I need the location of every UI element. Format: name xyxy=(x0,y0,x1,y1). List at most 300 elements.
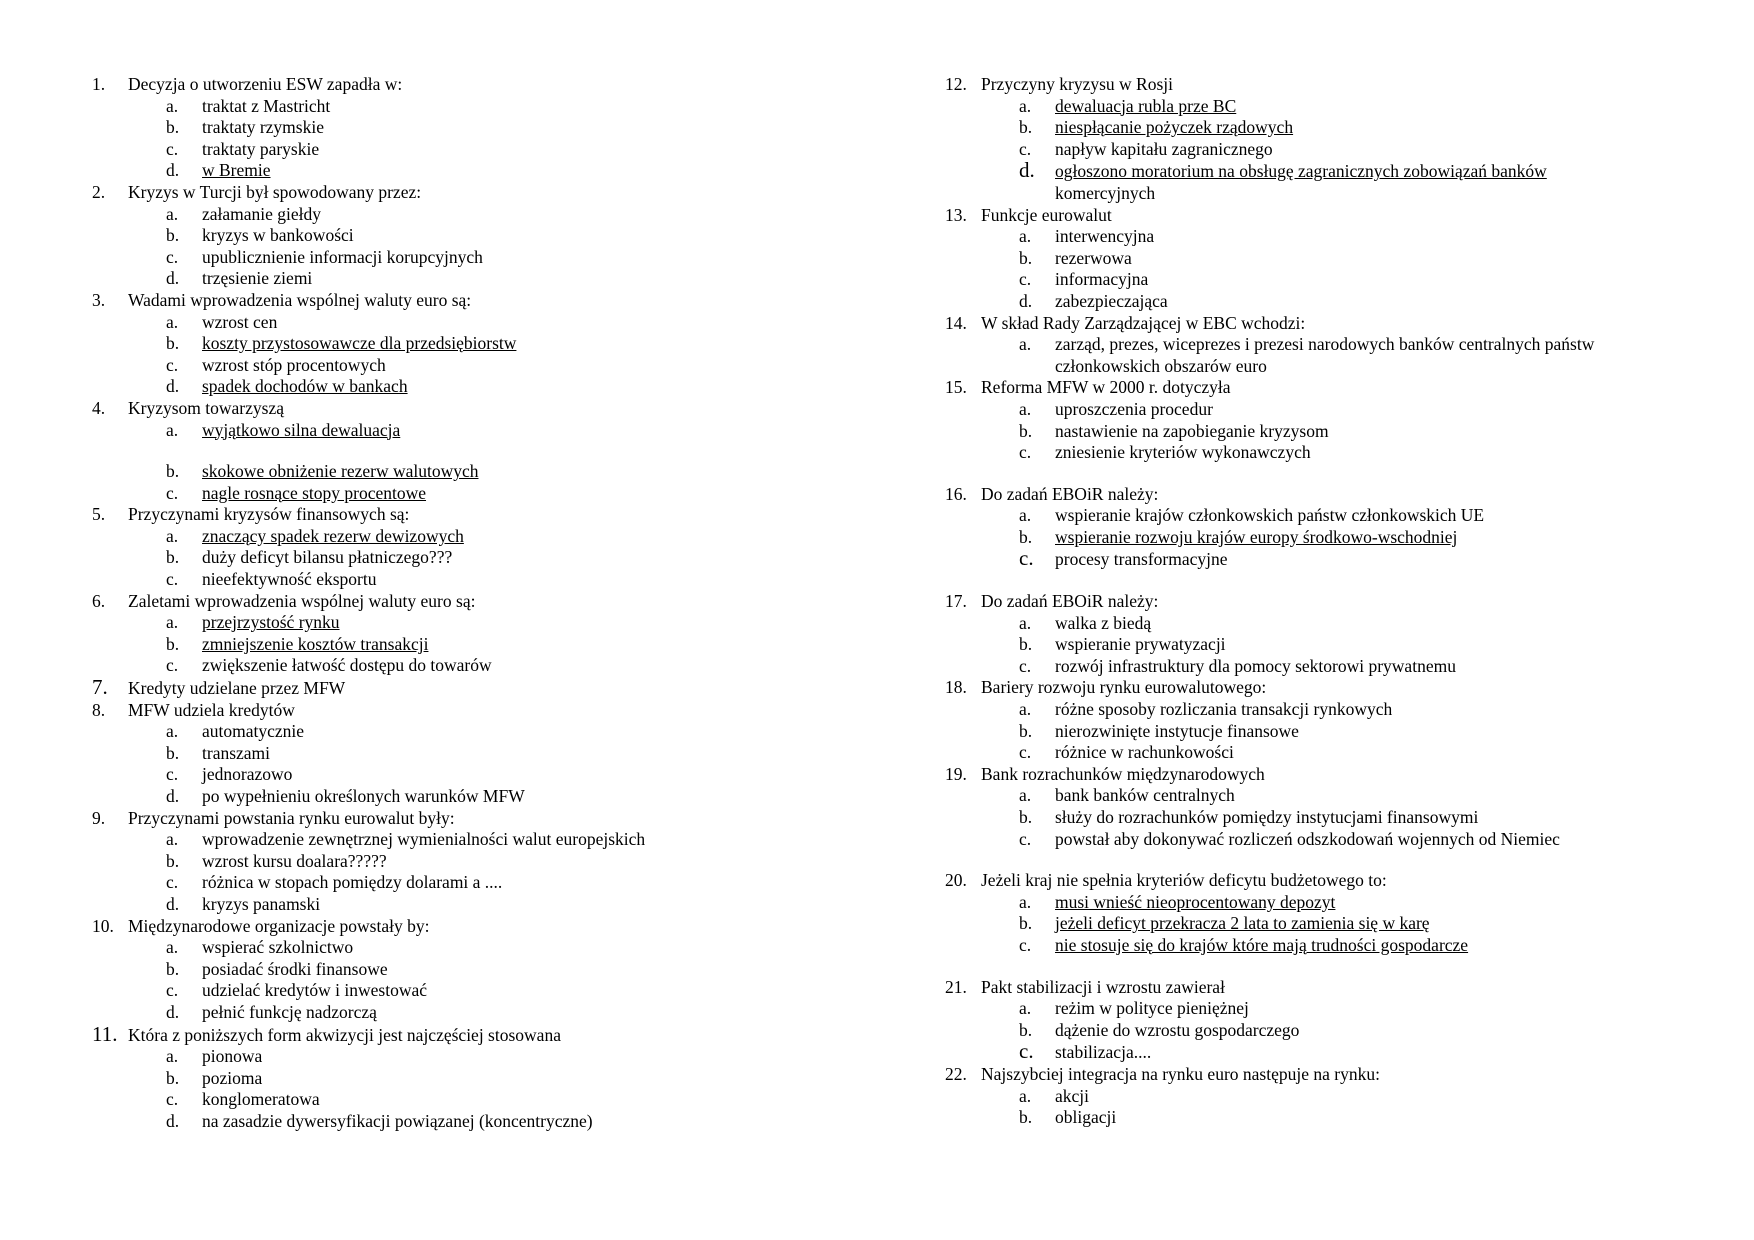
option-letter: b. xyxy=(1019,526,1033,547)
question-row xyxy=(945,377,1735,399)
option-letter: b. xyxy=(1019,634,1033,655)
option-text-main: nieefektywność eksportu xyxy=(202,569,377,590)
answer-option xyxy=(945,139,1735,161)
option-letter: a. xyxy=(1019,226,1032,247)
option-text xyxy=(1055,721,1735,743)
question-row xyxy=(92,808,882,830)
question-item xyxy=(92,700,882,808)
answer-option xyxy=(92,569,882,591)
option-text-main: traktaty paryskie xyxy=(202,138,320,159)
question-row xyxy=(945,591,1735,613)
option-text-marked-correct: jeżeli deficyt przekracza 2 lata to zamienia się w karę xyxy=(1055,913,1430,934)
option-letter: c. xyxy=(1019,742,1032,763)
option-text xyxy=(1055,139,1735,161)
question-number: 2. xyxy=(92,181,106,202)
answer-option xyxy=(945,160,1735,204)
option-text xyxy=(202,959,882,981)
option-text-main: traktaty rzymskie xyxy=(202,117,324,138)
question-item xyxy=(945,484,1735,571)
question-item xyxy=(945,313,1735,378)
option-letter: b. xyxy=(1019,1107,1033,1128)
option-text xyxy=(202,139,882,161)
question-item xyxy=(92,591,882,677)
option-text xyxy=(202,96,882,118)
question-item xyxy=(945,977,1735,1064)
option-letter: a. xyxy=(166,203,179,224)
option-text-main: załamanie giełdy xyxy=(202,203,322,224)
option-text xyxy=(202,786,882,808)
option-text-main: konglomeratowa xyxy=(202,1089,320,1110)
option-text-main: rozwój infrastruktury dla pomocy sektorowi prywatnemu xyxy=(1055,655,1456,676)
question-row xyxy=(945,977,1735,999)
answer-option xyxy=(945,505,1735,527)
option-text xyxy=(202,1068,882,1090)
option-text xyxy=(1055,442,1735,464)
left-column xyxy=(92,74,882,1133)
question-text: Do zadań EBOiR należy: xyxy=(981,591,1159,612)
answer-option xyxy=(945,785,1735,807)
option-text-main: wspierać szkolnictwo xyxy=(202,937,354,958)
option-text-marked-correct: dewaluacja rubla prze BC xyxy=(1055,95,1237,116)
option-letter: b. xyxy=(1019,420,1033,441)
option-text-marked-correct: nie stosuje się do krajów które mają trudności gospodarcze xyxy=(1055,934,1469,955)
answer-option xyxy=(92,420,882,442)
question-row xyxy=(945,205,1735,227)
question-text: Kryzysom towarzyszą xyxy=(128,397,284,418)
question-item xyxy=(92,398,882,504)
option-letter: a. xyxy=(166,1046,179,1067)
option-letter: b. xyxy=(166,225,180,246)
answer-option xyxy=(945,527,1735,549)
question-number: 8. xyxy=(92,699,106,720)
question-item xyxy=(92,916,882,1024)
option-letter: c. xyxy=(166,1089,179,1110)
answer-option xyxy=(945,399,1735,421)
answer-option xyxy=(945,269,1735,291)
question-row xyxy=(92,916,882,938)
option-text xyxy=(1055,656,1735,678)
answer-option xyxy=(92,117,882,139)
option-letter: c. xyxy=(1019,934,1032,955)
option-text-main: po wypełnieniu określonych warunków MFW xyxy=(202,786,525,806)
option-letter: b. xyxy=(166,547,180,568)
answer-option xyxy=(945,1020,1735,1042)
option-letter: a. xyxy=(1019,1085,1032,1106)
option-text-main: interwencyjna xyxy=(1055,226,1155,247)
option-text-main: zabezpieczająca xyxy=(1055,290,1168,311)
question-number: 12. xyxy=(945,74,967,94)
option-letter: b. xyxy=(166,1067,180,1088)
option-text xyxy=(1055,1086,1735,1108)
option-text-main: wprowadzenie zewnętrznej wymienialności walut europejskich xyxy=(202,829,646,850)
option-text xyxy=(1055,161,1735,204)
spacer xyxy=(945,464,1735,484)
option-text-main: duży deficyt bilansu płatniczego??? xyxy=(202,547,453,568)
question-row xyxy=(945,484,1735,506)
answer-option xyxy=(945,248,1735,270)
answer-option xyxy=(92,721,882,743)
option-letter: c. xyxy=(166,569,179,590)
question-text: Najszybciej integracja na rynku euro następuje na rynku: xyxy=(981,1063,1380,1084)
option-text xyxy=(1055,291,1735,313)
question-item xyxy=(92,290,882,398)
option-text xyxy=(202,547,882,569)
option-text-main: pionowa xyxy=(202,1046,263,1067)
question-item xyxy=(92,808,882,916)
question-number: 18. xyxy=(945,677,967,698)
option-text xyxy=(1055,1107,1735,1129)
option-text xyxy=(202,937,882,959)
option-text xyxy=(202,526,882,548)
option-text xyxy=(202,721,882,743)
answer-option xyxy=(92,204,882,226)
option-text xyxy=(1055,935,1735,957)
answer-option xyxy=(92,634,882,656)
question-number: 13. xyxy=(945,204,967,225)
question-text: Bank rozrachunków międzynarodowych xyxy=(981,763,1265,784)
question-row xyxy=(92,591,882,613)
answer-option xyxy=(945,421,1735,443)
option-letter: c. xyxy=(166,354,179,375)
option-letter: c. xyxy=(1019,828,1032,849)
answer-option xyxy=(945,829,1735,851)
option-letter: b. xyxy=(1019,247,1033,268)
question-text: W skład Rady Zarządzającej w EBC wchodzi: xyxy=(981,312,1306,333)
option-text xyxy=(202,1089,882,1111)
question-row xyxy=(945,870,1735,892)
option-text xyxy=(202,376,882,398)
question-text: Bariery rozwoju rynku eurowalutowego: xyxy=(981,677,1267,698)
question-row xyxy=(92,677,882,700)
option-text xyxy=(1055,1020,1735,1042)
question-row xyxy=(92,700,882,722)
option-letter: d. xyxy=(166,786,180,806)
question-number: 17. xyxy=(945,591,967,612)
option-text xyxy=(202,612,882,634)
answer-option xyxy=(945,1041,1735,1064)
option-text xyxy=(202,247,882,269)
option-text xyxy=(1055,613,1735,635)
option-text-main: walka z biedą xyxy=(1055,612,1152,633)
question-item xyxy=(92,1021,882,1133)
answer-option xyxy=(92,829,882,851)
answer-option xyxy=(945,1107,1735,1129)
option-text xyxy=(1055,96,1735,118)
question-number: 22. xyxy=(945,1063,967,1084)
question-text: Kryzys w Turcji był spowodowany przez: xyxy=(128,181,422,202)
answer-option xyxy=(945,1086,1735,1108)
option-text xyxy=(202,333,882,355)
answer-option xyxy=(92,355,882,377)
answer-option xyxy=(945,634,1735,656)
question-item xyxy=(92,182,882,290)
option-text xyxy=(202,160,882,182)
option-text-main: upublicznienie informacji korupcyjnych xyxy=(202,246,483,267)
answer-option xyxy=(945,96,1735,118)
answer-option xyxy=(92,894,882,916)
option-text xyxy=(1055,334,1735,377)
answer-option xyxy=(92,764,882,786)
answer-option xyxy=(945,998,1735,1020)
question-row xyxy=(92,182,882,204)
option-letter: c. xyxy=(166,980,179,1001)
option-text-main: informacyjna xyxy=(1055,269,1149,290)
option-text-main: trzęsienie ziemi xyxy=(202,268,313,289)
option-text-main: automatycznie xyxy=(202,721,305,742)
option-text-main: dążenie do wzrostu gospodarczego xyxy=(1055,1019,1300,1040)
option-text-main: zwiększenie łatwość dostępu do towarów xyxy=(202,655,492,676)
option-text-main: kryzys panamski xyxy=(202,893,321,914)
option-text xyxy=(202,355,882,377)
answer-option xyxy=(92,1068,882,1090)
answer-option xyxy=(92,526,882,548)
option-letter: b. xyxy=(166,850,180,871)
option-letter: a. xyxy=(1019,612,1032,633)
question-number: 19. xyxy=(945,763,967,784)
answer-option xyxy=(945,892,1735,914)
option-text xyxy=(202,764,882,786)
question-text: Funkcje eurowalut xyxy=(981,204,1112,225)
option-letter: b. xyxy=(166,461,180,482)
option-letter: c. xyxy=(166,138,179,159)
option-text-main: udzielać kredytów i inwestować xyxy=(202,980,427,1001)
answer-option xyxy=(945,721,1735,743)
answer-option xyxy=(945,291,1735,313)
question-number: 16. xyxy=(945,483,967,504)
option-letter: b. xyxy=(166,333,180,354)
option-letter: c. xyxy=(166,246,179,267)
option-text-main: nierozwinięte instytucje finansowe xyxy=(1055,720,1299,741)
option-text xyxy=(202,1002,882,1024)
question-number: 6. xyxy=(92,590,106,611)
option-text xyxy=(202,1111,882,1133)
option-text xyxy=(202,829,882,851)
option-text-main: napływ kapitału zagranicznego xyxy=(1055,138,1273,159)
option-letter: c. xyxy=(1019,269,1032,290)
option-letter: c. xyxy=(1019,138,1032,159)
option-text xyxy=(1055,269,1735,291)
option-text-main: zniesienie kryteriów wykonawczych xyxy=(1055,442,1311,463)
option-letter: b. xyxy=(1019,720,1033,741)
question-text: Wadami wprowadzenia wspólnej waluty euro są: xyxy=(128,289,472,310)
option-text xyxy=(202,851,882,873)
question-row xyxy=(92,504,882,526)
question-item xyxy=(945,1064,1735,1129)
option-letter: a. xyxy=(166,829,179,850)
question-number: 9. xyxy=(92,807,106,828)
question-item xyxy=(945,764,1735,850)
question-item xyxy=(945,870,1735,956)
option-letter: c. xyxy=(166,872,179,893)
option-letter: a. xyxy=(1019,998,1032,1019)
question-number: 14. xyxy=(945,312,967,333)
option-text-marked-correct: w Bremie xyxy=(202,160,271,181)
option-letter: b. xyxy=(166,958,180,979)
question-text: Decyzja o utworzeniu ESW zapadła w: xyxy=(128,74,403,94)
question-text: Międzynarodowe organizacje powstały by: xyxy=(128,915,430,936)
option-text xyxy=(202,569,882,591)
question-number: 15. xyxy=(945,377,967,398)
answer-option xyxy=(945,117,1735,139)
option-text-marked-correct: nagle rosnące stopy procentowe xyxy=(202,482,427,503)
answer-option xyxy=(945,807,1735,829)
option-text-marked-correct: przejrzystość rynku xyxy=(202,612,340,633)
answer-option xyxy=(92,225,882,247)
option-letter: d. xyxy=(1019,290,1033,311)
question-number: 20. xyxy=(945,870,967,891)
option-letter: a. xyxy=(166,525,179,546)
answer-option xyxy=(92,655,882,677)
question-text: Przyczynami powstania rynku eurowalut były: xyxy=(128,807,455,828)
option-letter: c. xyxy=(166,482,179,503)
answer-option xyxy=(92,333,882,355)
option-letter: c. xyxy=(166,655,179,676)
option-text xyxy=(1055,505,1735,527)
answer-option xyxy=(945,913,1735,935)
question-text: Kredyty udzielane przez MFW xyxy=(128,678,346,699)
answer-option xyxy=(92,1046,882,1068)
option-text-main: wspieranie prywatyzacji xyxy=(1055,634,1226,655)
option-letter: d. xyxy=(166,376,180,397)
option-text-main: wzrost cen xyxy=(202,311,278,332)
option-text-main: bank banków centralnych xyxy=(1055,785,1235,806)
question-number: 11. xyxy=(92,1021,118,1046)
question-text: Która z poniższych form akwizycji jest najczęściej stosowana xyxy=(128,1024,561,1045)
option-text xyxy=(202,268,882,290)
option-text xyxy=(202,461,882,483)
answer-option xyxy=(945,334,1735,377)
option-text-main: reżim w polityce pieniężnej xyxy=(1055,998,1249,1019)
option-letter: a. xyxy=(1019,699,1032,720)
option-letter: b. xyxy=(1019,807,1033,827)
option-text-marked-correct: spadek dochodów w bankach xyxy=(202,376,408,397)
option-text xyxy=(1055,807,1735,829)
option-text xyxy=(1055,785,1735,807)
option-text-marked-correct: znaczący spadek rezerw dewizowych xyxy=(202,525,464,546)
spacer xyxy=(92,441,882,461)
option-text xyxy=(202,980,882,1002)
option-letter: b. xyxy=(166,117,180,138)
option-text-main: wzrost stóp procentowych xyxy=(202,354,386,375)
option-letter: a. xyxy=(1019,334,1032,355)
option-text-main: stabilizacja.... xyxy=(1055,1042,1152,1063)
answer-option xyxy=(92,1111,882,1133)
option-letter: c. xyxy=(1019,442,1032,463)
option-text-main: jednorazowo xyxy=(202,764,293,785)
option-text-main: transzami xyxy=(202,742,271,763)
answer-option xyxy=(92,743,882,765)
option-letter: d. xyxy=(1019,158,1035,183)
option-text-main: uproszczenia procedur xyxy=(1055,398,1213,419)
question-row xyxy=(945,677,1735,699)
spacer xyxy=(945,571,1735,591)
option-letter: a. xyxy=(1019,891,1032,912)
answer-option xyxy=(945,742,1735,764)
option-text xyxy=(202,743,882,765)
answer-option xyxy=(92,1089,882,1111)
question-text: Do zadań EBOiR należy: xyxy=(981,483,1159,504)
option-text-main: rezerwowa xyxy=(1055,247,1132,268)
option-letter: a. xyxy=(166,311,179,332)
question-number: 3. xyxy=(92,289,106,310)
option-text-main: pozioma xyxy=(202,1067,263,1088)
option-text-main: różne sposoby rozliczania transakcji rynkowych xyxy=(1055,699,1393,720)
option-text xyxy=(202,312,882,334)
option-text xyxy=(1055,742,1735,764)
answer-option xyxy=(92,461,882,483)
answer-option xyxy=(92,483,882,505)
answer-option xyxy=(92,612,882,634)
answer-option xyxy=(92,376,882,398)
option-letter: a. xyxy=(166,612,179,633)
option-text-main: na zasadzie dywersyfikacji powiązanej (koncentryczne) xyxy=(202,1110,593,1131)
question-text: Reforma MFW w 2000 r. dotyczyła xyxy=(981,377,1231,398)
option-letter: d. xyxy=(166,160,180,181)
question-number: 21. xyxy=(945,976,967,997)
option-text xyxy=(1055,226,1735,248)
answer-option xyxy=(92,937,882,959)
option-letter: d. xyxy=(166,1110,180,1131)
option-text xyxy=(1055,699,1735,721)
option-letter: a. xyxy=(166,721,179,742)
option-text xyxy=(202,655,882,677)
question-row xyxy=(945,74,1735,96)
option-letter: d. xyxy=(166,268,180,289)
option-letter: a. xyxy=(1019,785,1032,806)
option-text xyxy=(202,894,882,916)
answer-option xyxy=(92,959,882,981)
answer-option xyxy=(92,547,882,569)
answer-option xyxy=(945,548,1735,571)
option-text xyxy=(202,1046,882,1068)
option-text-marked-correct: skokowe obniżenie rezerw walutowych xyxy=(202,461,479,482)
question-row xyxy=(945,313,1735,335)
spacer xyxy=(945,850,1735,870)
option-text xyxy=(1055,1042,1735,1064)
answer-option xyxy=(92,160,882,182)
question-row xyxy=(92,1021,882,1047)
answer-option xyxy=(92,268,882,290)
option-letter: a. xyxy=(166,95,179,116)
option-text-main: obligacji xyxy=(1055,1107,1117,1128)
question-item xyxy=(945,377,1735,463)
question-number: 10. xyxy=(92,915,114,936)
option-letter: b. xyxy=(1019,913,1033,934)
option-text xyxy=(202,483,882,505)
answer-option xyxy=(92,1002,882,1024)
option-text xyxy=(1055,399,1735,421)
option-text-marked-correct: zmniejszenie kosztów transakcji xyxy=(202,633,429,654)
option-text xyxy=(1055,549,1735,571)
option-letter: d. xyxy=(166,893,180,914)
answer-option xyxy=(92,247,882,269)
question-item xyxy=(92,677,882,700)
option-text-continuation: komercyjnych xyxy=(1055,182,1156,203)
option-text-main: wspieranie krajów członkowskich państw członkowskich UE xyxy=(1055,505,1485,526)
option-text xyxy=(1055,892,1735,914)
option-letter: b. xyxy=(166,742,180,763)
answer-option xyxy=(92,851,882,873)
option-letter: a. xyxy=(1019,398,1032,419)
option-text-main: nastawienie na zapobieganie kryzysom xyxy=(1055,420,1329,441)
option-text xyxy=(1055,527,1735,549)
answer-option xyxy=(92,139,882,161)
question-row xyxy=(945,1064,1735,1086)
question-item xyxy=(92,74,882,182)
option-text xyxy=(202,117,882,139)
option-letter: c. xyxy=(1019,546,1034,571)
question-number: 1. xyxy=(92,74,106,94)
